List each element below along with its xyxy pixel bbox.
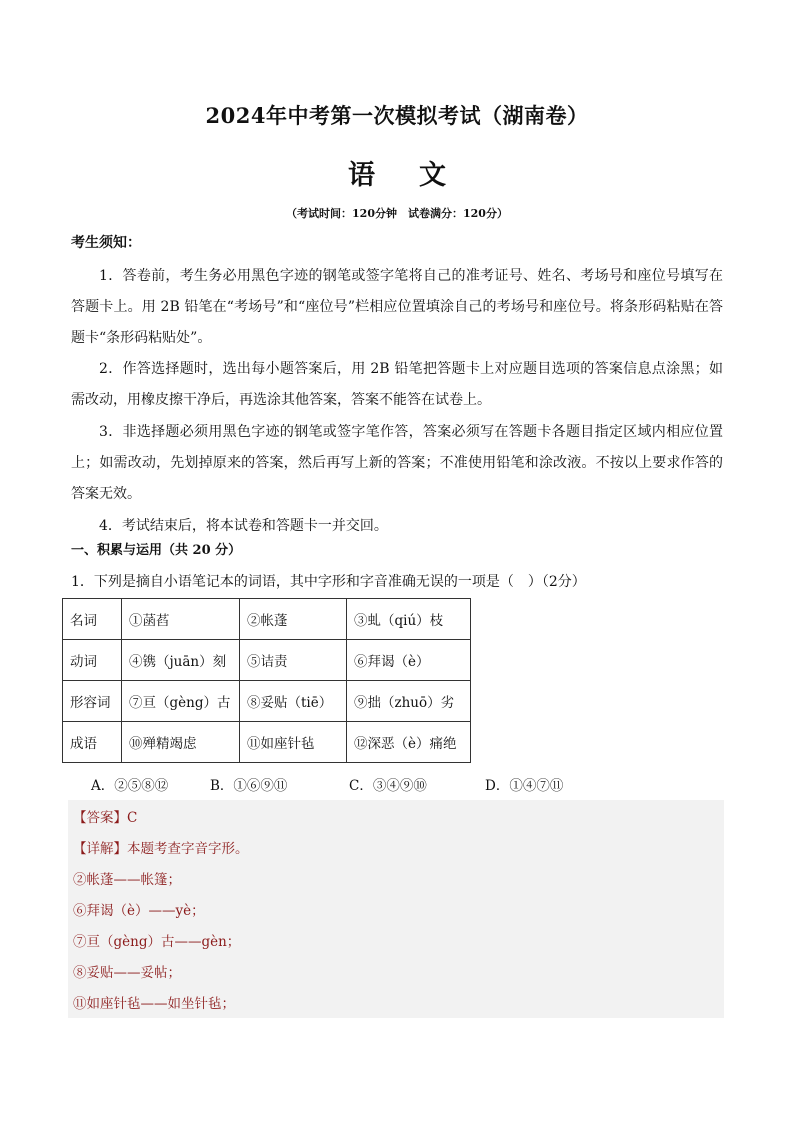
option-c[interactable]: C．③④⑨⑩ bbox=[349, 778, 427, 794]
correction-line: ⑦亘（gèng）古——gèn； bbox=[73, 934, 241, 950]
exam-title: 2024年中考第一次模拟考试（湖南卷） bbox=[205, 103, 589, 128]
option-a[interactable]: A．②⑤⑧⑫ bbox=[91, 778, 169, 794]
notice-item-4: 4．考试结束后，将本试卷和答题卡一并交回。 bbox=[99, 518, 388, 534]
table-row bbox=[63, 681, 471, 722]
table-cell: ③虬（qiú）枝 bbox=[347, 599, 471, 640]
table-cell: ⑨拙（zhuō）劣 bbox=[347, 681, 471, 722]
table-cell: ⑦亘（gèng）古 bbox=[122, 681, 240, 722]
subject-title bbox=[0, 153, 794, 192]
answer-line: 【答案】C bbox=[73, 810, 138, 826]
correction-line: ⑪如座针毡——如坐针毡； bbox=[73, 996, 235, 1012]
table-cell: 成语 bbox=[63, 722, 122, 763]
correction-line: ②帐蓬——帐篷； bbox=[73, 872, 181, 888]
word-table bbox=[62, 598, 471, 763]
correction-line: ⑥拜谒（è）——yè； bbox=[73, 903, 205, 919]
table-cell: ⑪如座针毡 bbox=[240, 722, 347, 763]
subject-char-1: 语 bbox=[348, 160, 375, 191]
notice-item-2: 2．作答选择题时，选出每小题答案后，用 2B 铅笔把答题卡上对应题目选项的答案信息点涂黑；如需改动，用橡皮擦干净后，再选涂其他答案，答案不能答在试卷上。 bbox=[71, 361, 723, 408]
option-d[interactable]: D．①④⑦⑪ bbox=[485, 778, 564, 794]
exam-info: （考试时间：120分钟 试卷满分：120分） bbox=[286, 207, 508, 220]
table-cell: ⑧妥贴（tiē） bbox=[240, 681, 347, 722]
section-heading: 一、积累与运用（共 20 分） bbox=[71, 543, 242, 558]
table-cell: ①菡萏 bbox=[122, 599, 240, 640]
table-row bbox=[63, 640, 471, 681]
table-row bbox=[63, 722, 471, 763]
option-b[interactable]: B．①⑥⑨⑪ bbox=[210, 778, 288, 794]
notice-item-3: 3．非选择题必须用黑色字迹的钢笔或签字笔作答，答案必须写在答题卡各题目指定区域内相应位置上；如需改动，先划掉原来的答案，然后再写上新的答案；不准使用铅笔和涂改液。不按以上要求作答的答案无效。 bbox=[71, 424, 723, 502]
table-cell: ⑥拜谒（è） bbox=[347, 640, 471, 681]
table-cell: ②帐蓬 bbox=[240, 599, 347, 640]
table-cell: ⑩殚精竭虑 bbox=[122, 722, 240, 763]
subject-char-2: 文 bbox=[419, 160, 446, 191]
question-1-stem: 1．下列是摘自小语笔记本的词语，其中字形和字音准确无误的一项是（ ）（2分） bbox=[71, 574, 586, 590]
table-cell: ⑫深恶（è）痛绝 bbox=[347, 722, 471, 763]
notice-item-1: 1．答卷前，考生务必用黑色字迹的钢笔或签字笔将自己的准考证号、姓名、考场号和座位号填写在答题卡上。用 2B 铅笔在“考场号”和“座位号”栏相应位置填涂自己的考场号和座位号。将条形码粘贴在答题卡“条形码粘贴处”。 bbox=[71, 268, 723, 346]
correction-line: ⑧妥贴——妥帖； bbox=[73, 965, 181, 981]
detail-line: 【详解】本题考查字音字形。 bbox=[73, 841, 249, 857]
table-cell: ⑤诘责 bbox=[240, 640, 347, 681]
table-cell: 名词 bbox=[63, 599, 122, 640]
table-cell: 形容词 bbox=[63, 681, 122, 722]
notice-heading: 考生须知： bbox=[71, 235, 141, 251]
table-cell: 动词 bbox=[63, 640, 122, 681]
table-cell: ④镌（juān）刻 bbox=[122, 640, 240, 681]
table-row bbox=[63, 599, 471, 640]
